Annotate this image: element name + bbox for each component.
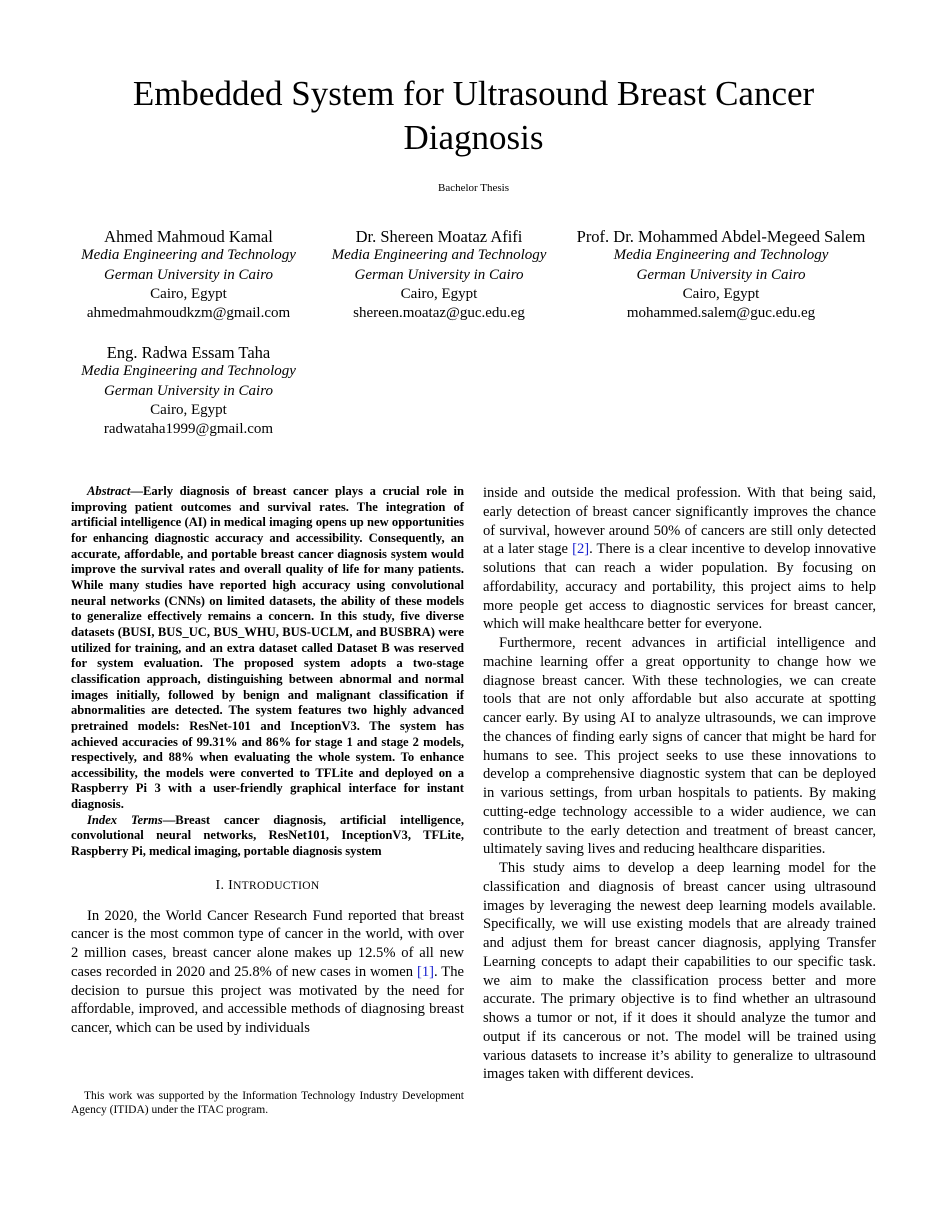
author-name: Ahmed Mahmoud Kamal: [104, 227, 273, 246]
paragraph-text: In 2020, the World Cancer Research Fund reported that breast cancer is the most common type of cancer in the world, with over 2 million cases, breast cancer alone makes up 12.5% of all new cases recorded in 2020 and 25.8% of new cases in women: [71, 907, 464, 980]
author-department: Media Engineering and Technology: [613, 247, 829, 264]
author-department: Media Engineering and Technology: [331, 247, 547, 264]
paragraph-text: . There is a clear incentive to develop innovative solutions that can reach a wider population. By focusing on affordability, accuracy and portability, this project aims to help more people get access to diagnostic services for breast cancer, which will make healthcare better for everyone.: [483, 541, 877, 633]
paragraph-text: . The decision to pursue this project was motivated by the need for affordable, improved, and accessible methods of diagnosing breast cancer, which can be used by individuals: [71, 963, 464, 1036]
author-location: Cairo, Egypt: [150, 285, 227, 302]
left-column: [71, 484, 464, 1038]
author-email: radwataha1999@gmail.com: [103, 421, 274, 438]
intro-paragraph: This study aims to develop a deep learning model for the classification and diagnosis of breast cancer using ultrasound images by leveraging the newest deep learning models available. Specifically, we will use existing models that are already trained and adjust them for breast cancer diagnosis, applying Transfer Learning concepts to adapt their capabilities to our specific task. we aim to make the classification process better and more accurate. The primary objective is to find whether an ultrasound shows a tumor or not, if it does it should analyze the tumor and output if its cancerous or not. The model will be trained using various datasets to increase it’s ability to generalize to ultrasound images taken with different devices.: [483, 860, 876, 1083]
author-location: Cairo, Egypt: [150, 401, 227, 418]
section-numeral: I.: [215, 877, 229, 893]
index-terms: [71, 813, 464, 860]
author-email: ahmedmahmoudkzm@gmail.com: [86, 305, 291, 322]
author-location: Cairo, Egypt: [400, 285, 478, 302]
abstract: [71, 484, 464, 813]
author-name: Eng. Radwa Essam Taha: [106, 343, 271, 362]
author-department: Media Engineering and Technology: [81, 363, 296, 380]
section-title-initial: I: [228, 877, 234, 893]
author-university: German University in Cairo: [103, 382, 273, 399]
author-university: German University in Cairo: [354, 266, 524, 283]
author-location: Cairo, Egypt: [682, 285, 760, 302]
abstract-text: —Early diagnosis of breast cancer plays a crucial role in improving patient outcomes and survival rates. The integration of artificial intelligence (AI) in medical imaging opens up new opportunities for enhancing diagnostic accuracy and accessibility. Consequently, an accurate, affordable, and portable breast cancer diagnosis system would improve the survival rates and overall quality of life for many patients. While many studies have reported high accuracy using convolutional neural networks (CNNs) on limited datasets, the ability of these models to generalize effectively remains a concern. In this study, five diverse datasets (BUSI, BUS_UC, BUS_WHU, BUS-UCLM, and BUSBRA) were utilized for training, and an extra dataset called Dataset B was reserved for system evaluation. The proposed system adopts a two-stage classification approach, distinguishing between abnormal and normal images initially, followed by benign and malignant classification if abnormalities are detected. The system features two highly advanced pretrained models: ResNet-101 and InceptionV3. The system has achieved accuracies of 99.31% and 86% for stage 1 and stage 2 models, respectively, and 88% when evaluating the whole system. To enhance accessibility, the models were converted to TFLite and deployed on a Raspberry Pi 3 with a user-friendly graphical interface for instant diagnosis.: [71, 484, 464, 812]
author-name: Prof. Dr. Mohammed Abdel-Megeed Salem: [576, 227, 866, 246]
intro-paragraph: [71, 907, 464, 1038]
paper-title: Embedded System for Ultrasound Breast Cancer Diagnosis: [132, 74, 815, 157]
index-terms-label: Index Terms: [87, 812, 163, 827]
author-email: shereen.moataz@guc.edu.eg: [353, 305, 525, 322]
author-block: [42, 227, 335, 323]
author-department: Media Engineering and Technology: [81, 247, 296, 264]
citation-link[interactable]: [1]: [416, 963, 434, 980]
footnote: This work was supported by the Information Technology Industry Development Agency (ITIDA) under the ITAC program.: [71, 1090, 464, 1116]
intro-paragraph: Furthermore, recent advances in artificial intelligence and machine learning offer a great opportunity to change how we diagnose breast cancer. With these technologies, we can create tools that are not only affordable but also accurate at spotting cancer early. By using AI to analyze ultrasounds, we can improve the chances of finding early signs of cancer that might be hard for humans to see. This project seeks to use these innovations to develop a comprehensive diagnostic system that can be deployed in various settings, from urban hospitals to patients. By making cutting-edge technology accessible to a wider audience, we can contribute to the early detection and treatment of breast cancer, ultimately saving lives and reducing healthcare disparities.: [483, 635, 876, 858]
index-terms-text: —Breast cancer diagnosis, artificial intelligence, convolutional neural networks, ResNet101, InceptionV3, TFLite, Raspberry Pi, medical imaging, portable diagnosis system: [71, 812, 464, 859]
section-title-rest: NTRODUCTION: [233, 879, 320, 892]
paper-subtitle: Bachelor Thesis: [438, 182, 509, 194]
author-name: Dr. Shereen Moataz Afifi: [355, 227, 523, 246]
intro-paragraph: [483, 484, 876, 634]
author-email: mohammed.salem@guc.edu.eg: [626, 305, 816, 322]
author-block: [300, 227, 578, 323]
author-university: German University in Cairo: [636, 266, 806, 283]
section-heading-introduction: [71, 877, 464, 896]
author-block: [42, 343, 335, 439]
right-column: [483, 484, 876, 1084]
abstract-label: Abstract: [87, 484, 131, 498]
author-university: German University in Cairo: [103, 266, 273, 283]
citation-link[interactable]: [2]: [572, 541, 590, 558]
author-block: [560, 227, 882, 323]
paragraph-text: inside and outside the medical profession. With that being said, early detection of breast cancer significantly improves the chance of survival, however around 50% of cancers are still only detected at a later stage: [483, 485, 876, 558]
